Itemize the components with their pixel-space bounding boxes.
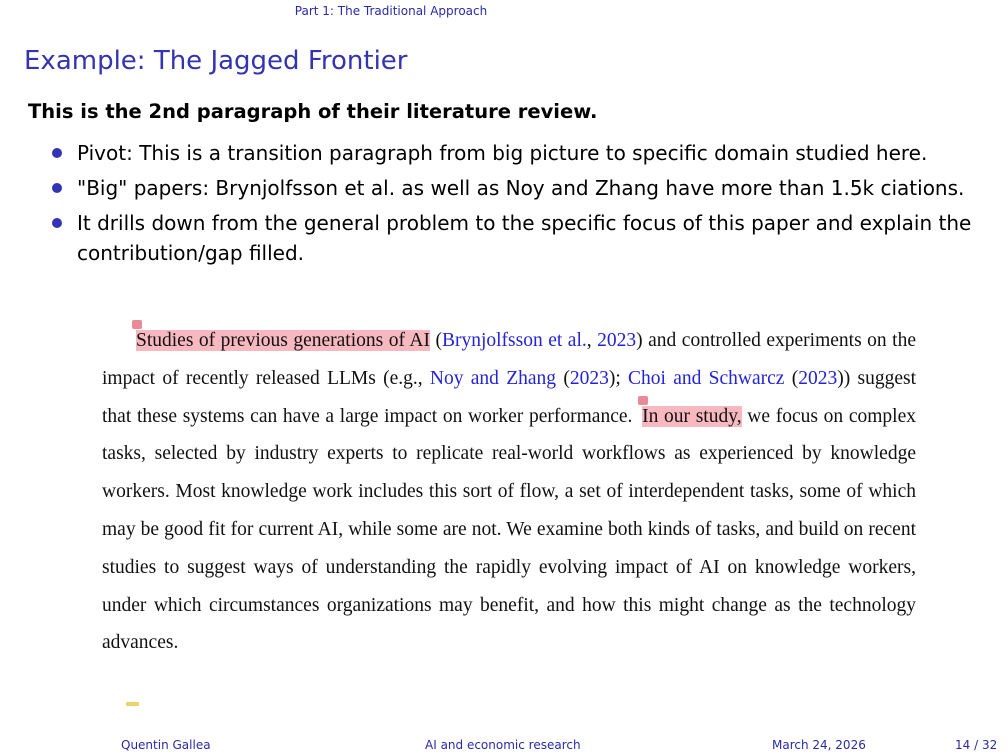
bullet-item [48,173,986,203]
excerpt-text: ); [608,367,629,389]
bullet-item [48,138,986,168]
paper-excerpt [102,322,916,662]
highlight-previous-generations: Studies of previous generations of AI [136,330,430,351]
footer-course: AI and economic research [425,738,581,752]
slide-title: Example: The Jagged Frontier [24,46,408,76]
annotation-marker-icon[interactable] [126,702,139,706]
bullet-text: Pivot: This is a transition paragraph from big picture to specific domain studied here. [77,141,928,165]
footer [0,738,1008,754]
citation-noy-zhang-year[interactable]: 2023 [569,367,609,389]
footer-date: March 24, 2026 [772,738,866,752]
excerpt-text: ( [784,367,799,389]
excerpt-text: )) suggest that these systems can have a large impact on worker performance. [102,367,917,427]
section-header: Part 1: The Traditional Approach [294,4,488,18]
excerpt-text: , [586,330,598,351]
excerpt-text: ) and controlled experiments on the impact of recently released LLMs (e.g., [102,330,917,389]
footer-author: Quentin Gallea [121,738,211,752]
annotation-note-icon[interactable] [638,396,648,405]
annotation-note-icon[interactable] [132,320,142,329]
excerpt-paragraph [102,322,916,662]
excerpt-text: ( [429,330,442,351]
citation-choi-schwarcz-year[interactable]: 2023 [798,367,838,389]
excerpt-text: ( [556,367,570,389]
bullet-dot-icon [52,148,62,158]
bullet-dot-icon [52,183,62,193]
citation-noy-zhang[interactable]: Noy and Zhang [429,367,557,389]
bullet-text: It drills down from the general problem to the specific focus of this paper and explain the contribution/gap filled. [77,211,972,265]
highlight-our-study: In our study, [642,405,742,427]
bullet-item [48,208,986,268]
intro-text: This is the 2nd paragraph of their literature review. [28,100,598,123]
bullet-dot-icon [52,218,62,228]
bullet-text: "Big" papers: Brynjolfsson et al. as well as Noy and Zhang have more than 1.5k ciations. [77,176,965,200]
excerpt-text: we focus on complex tasks, selected by industry experts to replicate real-world workflows as experienced by knowledge workers. Most knowledge work includes this sort of flow, a set of interdependent tasks, some of which may be good fit for current AI, while some are not. We examine both kinds of tasks, and build on recent studies to suggest ways of understanding the rapidly evolving impact of AI on knowledge workers, under which circumstances organizations may benefit, and how this might change as the technology advances. [102,405,916,654]
footer-page-number: 14 / 32 [955,738,998,752]
citation-brynjolfsson[interactable]: Brynjolfsson et al. [441,330,587,351]
bullet-list [48,138,986,273]
citation-choi-schwarcz[interactable]: Choi and Schwarcz [628,367,785,389]
citation-brynjolfsson-year[interactable]: 2023 [597,330,637,351]
